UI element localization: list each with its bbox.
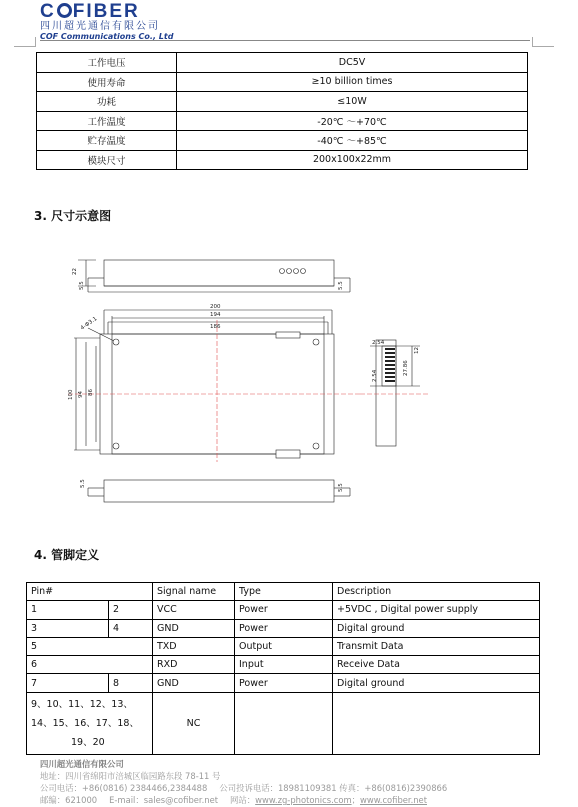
pin-type: Input xyxy=(235,656,333,674)
spec-label: 贮存温度 xyxy=(37,131,177,151)
dim-width-86: 86 xyxy=(88,389,94,396)
pin-header-pin: Pin# xyxy=(27,583,153,601)
header-rule xyxy=(40,40,530,41)
pin-number: 7 xyxy=(27,674,109,692)
spec-label: 模块尺寸 xyxy=(37,150,177,170)
side-view-bottom xyxy=(88,480,350,502)
footer-phones xyxy=(40,782,560,794)
spec-table xyxy=(36,52,528,170)
spec-row xyxy=(37,111,528,131)
spec-row xyxy=(37,131,528,151)
dim-hole-label: 4-Φ3.1 xyxy=(79,316,99,332)
pin-row xyxy=(27,619,540,637)
pin-description-nc xyxy=(333,692,540,754)
footer-website-sep: ； xyxy=(351,795,360,805)
footer-website-link-2[interactable]: www.cofiber.net xyxy=(360,795,427,805)
pin-header-type: Type xyxy=(235,583,333,601)
spec-row xyxy=(37,72,528,92)
pin-description: Receive Data xyxy=(333,656,540,674)
page-corner-mark-left xyxy=(14,37,36,47)
section-heading-dimensions: 3. 尺寸示意图 xyxy=(34,209,112,223)
pin-number: 6 xyxy=(27,656,153,674)
dim-bottom-right: 5.5 xyxy=(338,483,344,492)
spec-label: 工作电压 xyxy=(37,53,177,73)
pin-type: Output xyxy=(235,637,333,655)
logo-o-ring xyxy=(57,3,72,18)
dim-bottom-left: 5.5 xyxy=(80,479,86,488)
pin-number-pair: 2 xyxy=(109,601,153,619)
page-corner-mark-right xyxy=(532,37,554,47)
pin-description: Digital ground xyxy=(333,619,540,637)
plan-view xyxy=(74,310,334,454)
pin-signal: VCC xyxy=(153,601,235,619)
pin-number: 5 xyxy=(27,637,153,655)
pin-type-nc xyxy=(235,692,333,754)
pin-type: Power xyxy=(235,619,333,637)
dim-flange-left: 5.5 xyxy=(79,281,85,290)
spec-label: 功耗 xyxy=(37,92,177,112)
pin-number-pair: 4 xyxy=(109,619,153,637)
logo-wordmark xyxy=(40,2,230,21)
pin-row xyxy=(27,637,540,655)
pin-header-signal: Signal name xyxy=(153,583,235,601)
pin-number-nc-list xyxy=(27,692,153,754)
spec-label: 使用寿命 xyxy=(37,72,177,92)
pin-signal: GND xyxy=(153,674,235,692)
dim-pitch-top: 2.54 xyxy=(372,340,385,346)
footer-company: 四川超光通信有限公司 xyxy=(40,759,124,769)
footer-email[interactable]: E-mail：sales@cofiber.net xyxy=(109,795,219,805)
dim-height-22: 22 xyxy=(72,268,78,275)
footer-contact xyxy=(40,794,560,806)
page-footer xyxy=(40,758,560,806)
pin-number: 3 xyxy=(27,619,109,637)
pin-type: Power xyxy=(235,674,333,692)
footer-complaint: 公司投诉电话：18981109381 传真：+86(0816)2390866 xyxy=(219,783,448,793)
pin-signal-nc: NC xyxy=(153,692,235,754)
spec-value: 200x100x22mm xyxy=(177,150,528,170)
dim-pitch-side: 2.54 xyxy=(372,369,378,382)
nc-pins-line-3: 19、20 xyxy=(71,736,105,748)
footer-address: 地址：四川省绵阳市涪城区临园路东段 78-11 号 xyxy=(40,771,221,781)
pin-table xyxy=(26,582,540,755)
spec-value: DC5V xyxy=(177,53,528,73)
connector-side-view xyxy=(370,340,420,446)
pin-row xyxy=(27,601,540,619)
pin-row-nc xyxy=(27,692,540,754)
logo-company-en: COF Communications Co., Ltd xyxy=(40,32,174,41)
spec-value: ≤10W xyxy=(177,92,528,112)
pin-type: Power xyxy=(235,601,333,619)
dim-conn-depth: 27.86 xyxy=(403,360,409,376)
spec-row xyxy=(37,150,528,170)
nc-pins-line-2: 14、15、16、17、18、 xyxy=(31,717,139,729)
pin-description: +5VDC , Digital power supply xyxy=(333,601,540,619)
dim-length-186: 186 xyxy=(210,324,221,330)
dim-conn-height: 12 xyxy=(414,347,420,354)
section-heading-pin-definition: 4. 管脚定义 xyxy=(34,548,100,562)
pin-table-header xyxy=(27,583,540,601)
spec-value: -20℃ ～+70℃ xyxy=(177,111,528,131)
footer-postcode: 邮编：621000 xyxy=(40,795,98,805)
nc-pins-line-1: 9、10、11、12、13、 xyxy=(31,698,133,710)
spec-row xyxy=(37,92,528,112)
pin-signal: RXD xyxy=(153,656,235,674)
logo-company-cn: 四川超光通信有限公司 xyxy=(40,21,160,32)
dim-width-94: 94 xyxy=(78,391,84,398)
pin-row xyxy=(27,656,540,674)
pin-row xyxy=(27,674,540,692)
footer-phone: 公司电话：+86(0816) 2384466,2384488 xyxy=(40,783,208,793)
pin-number: 1 xyxy=(27,601,109,619)
dim-length-200: 200 xyxy=(210,304,221,310)
dimension-drawing xyxy=(60,248,440,518)
pin-signal: GND xyxy=(153,619,235,637)
dim-width-100: 100 xyxy=(68,389,74,400)
pin-number-pair: 8 xyxy=(109,674,153,692)
pin-description: Digital ground xyxy=(333,674,540,692)
footer-website-link-1[interactable]: www.zg-photonics.com xyxy=(255,795,352,805)
spec-value: -40℃ ～+85℃ xyxy=(177,131,528,151)
pin-header-description: Description xyxy=(333,583,540,601)
spec-label: 工作温度 xyxy=(37,111,177,131)
logo-letters: FIBER xyxy=(72,1,140,22)
spec-value: ≥10 billion times xyxy=(177,72,528,92)
side-view-top xyxy=(78,260,350,292)
footer-website-label: 网站： xyxy=(230,795,256,805)
pin-signal: TXD xyxy=(153,637,235,655)
pin-description: Transmit Data xyxy=(333,637,540,655)
dim-length-194: 194 xyxy=(210,312,221,318)
dim-flange-right: 5.5 xyxy=(338,281,344,290)
company-logo xyxy=(40,2,230,42)
spec-row xyxy=(37,53,528,73)
logo-letter-c: C xyxy=(40,1,56,22)
